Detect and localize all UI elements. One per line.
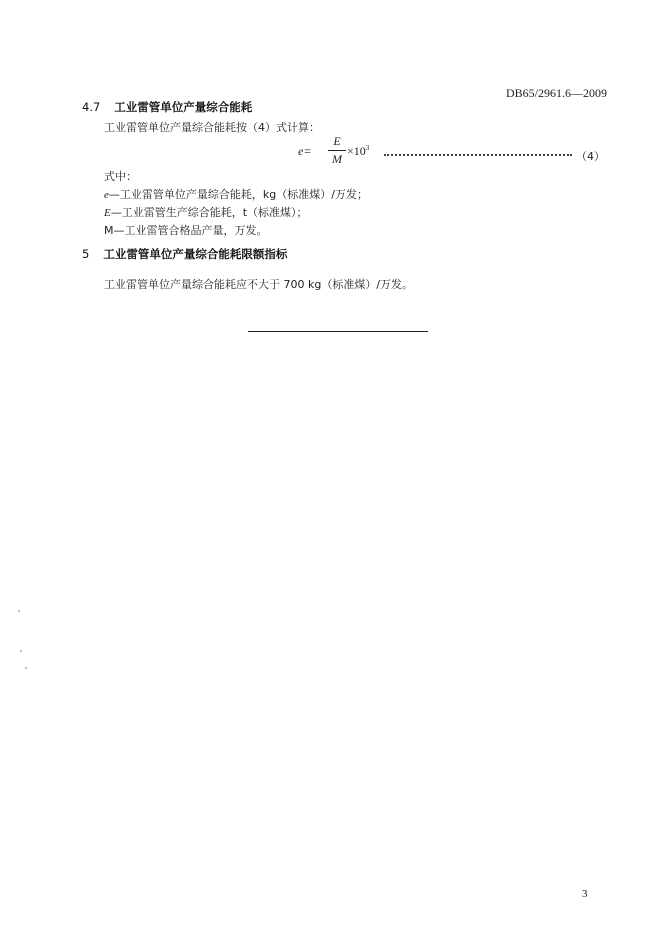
definition-item	[104, 222, 268, 238]
definition-text: —工业雷管合格品产量，万发。	[113, 224, 268, 237]
definition-item	[104, 186, 368, 202]
definition-symbol: M	[104, 224, 114, 237]
section-5-number: 5	[82, 247, 90, 261]
scan-speck	[20, 650, 22, 652]
fraction-bar	[328, 150, 346, 151]
leader-dots	[384, 144, 572, 156]
scan-speck	[18, 610, 20, 612]
formula-lhs: e=	[298, 144, 312, 158]
section-5-body: 工业雷管单位产量综合能耗应不大于 700 kg（标准煤）/万发。	[104, 278, 414, 291]
formula-numerator: E	[333, 134, 341, 148]
formula-4	[298, 132, 608, 172]
definition-symbol: e	[104, 189, 109, 201]
definition-text: —工业雷管单位产量综合能耗，kg（标准煤）/万发；	[108, 188, 368, 201]
definition-symbol: E	[104, 207, 111, 219]
formula-multiplier	[347, 144, 369, 159]
section-5-title: 工业雷管单位产量综合能耗限额指标	[103, 247, 288, 261]
section-4-7-title: 工业雷管单位产量综合能耗	[114, 100, 253, 114]
page-number: 3	[582, 888, 588, 900]
formula-fraction	[328, 134, 346, 167]
definition-text: —工业雷管生产综合能耗，t（标准煤）；	[110, 206, 308, 219]
scan-speck	[25, 667, 27, 669]
standard-code: DB65/2961.6—2009	[506, 86, 608, 100]
formula-denominator: M	[332, 152, 342, 166]
end-rule	[248, 331, 428, 332]
equation-number: （4）	[576, 150, 605, 163]
section-4-7-intro: 工业雷管单位产量综合能耗按（4）式计算：	[104, 121, 320, 134]
section-5-heading	[82, 246, 287, 262]
definition-item	[104, 204, 308, 220]
formula-multiplier-base: ×10	[347, 144, 366, 158]
formula-exponent: 3	[365, 144, 370, 152]
where-label: 式中：	[104, 170, 137, 183]
section-4-7-number: 4.7	[82, 100, 101, 114]
section-4-7-heading	[82, 99, 252, 115]
